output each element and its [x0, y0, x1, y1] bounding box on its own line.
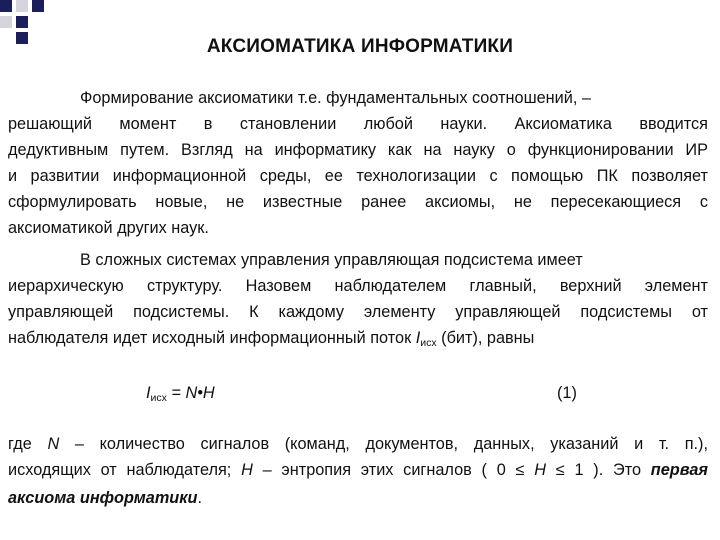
emphasis-first: первая	[650, 461, 708, 479]
paragraph1-line-4: и развитии информационной среды, ее технологизации с помощью ПК позволяет	[8, 167, 708, 185]
paragraph2-line-2: иерархическую структуру. Назовем наблюдателем главный, верхний элемент	[8, 277, 708, 295]
paragraph3-line-2	[8, 459, 708, 481]
paragraph2-line-4-text: наблюдателя идет исходный информационный поток	[8, 329, 416, 347]
paragraph3-line-3	[8, 487, 708, 509]
paragraph3-line-1	[8, 433, 708, 455]
paragraph2-line-4-end: (бит), равны	[436, 329, 535, 347]
corner-square-light-2	[0, 16, 12, 28]
paragraph1-line-3: дедуктивным путем. Взгляд на информатику как на науку о функционировании ИР	[8, 141, 708, 159]
paragraph3-end: .	[197, 489, 202, 507]
formula	[146, 384, 215, 403]
page-title: АКСИОМАТИКА ИНФОРМАТИКИ	[206, 36, 514, 57]
paragraph3-line-1-start: где	[8, 435, 48, 453]
formula-symbol: I	[146, 384, 151, 402]
flow-subscript: исх	[420, 337, 437, 349]
formula-subscript: исх	[150, 392, 167, 404]
variable-h: H	[241, 461, 253, 479]
variable-h-2: H	[534, 461, 547, 479]
corner-square-dark-1	[0, 0, 12, 12]
paragraph2-line-4	[8, 327, 708, 349]
paragraph2-line-1: В сложных системах управления управляющая подсистема имеет	[80, 251, 583, 269]
formula-expression: = N•H	[166, 384, 215, 402]
corner-square-light-1	[16, 0, 28, 12]
paragraph1-line-1: Формирование аксиоматики т.е. фундаментальных соотношений, –	[80, 89, 591, 107]
paragraph3-line-1-end: – количество сигналов (команд, документов, данных, указаний и т. п.),	[59, 435, 708, 453]
paragraph3-line-2-mid2: ≤ 1 ). Это	[546, 461, 651, 479]
paragraph1-line-6: аксиоматикой других наук.	[8, 219, 209, 237]
paragraph1-line-5: сформулировать новые, не известные ранее аксиомы, не пересекающиеся с	[8, 193, 708, 211]
paragraph3-line-2-mid: – энтропия этих сигналов ( 0 ≤	[252, 461, 535, 479]
flow-symbol: I	[415, 329, 421, 347]
emphasis-axiom: аксиома информатики	[8, 489, 198, 507]
paragraph1-line-2: решающий момент в становлении любой науки. Аксиоматика вводится	[8, 115, 708, 133]
paragraph3-line-2-start: исходящих от наблюдателя;	[8, 461, 242, 479]
paragraph2-line-3: управляющей подсистемы. К каждому элементу управляющей подсистемы от	[8, 303, 708, 321]
equation-number: (1)	[557, 384, 577, 402]
variable-n: N	[47, 435, 60, 453]
corner-square-dark-2	[32, 0, 44, 12]
corner-square-dark-3	[16, 16, 28, 28]
